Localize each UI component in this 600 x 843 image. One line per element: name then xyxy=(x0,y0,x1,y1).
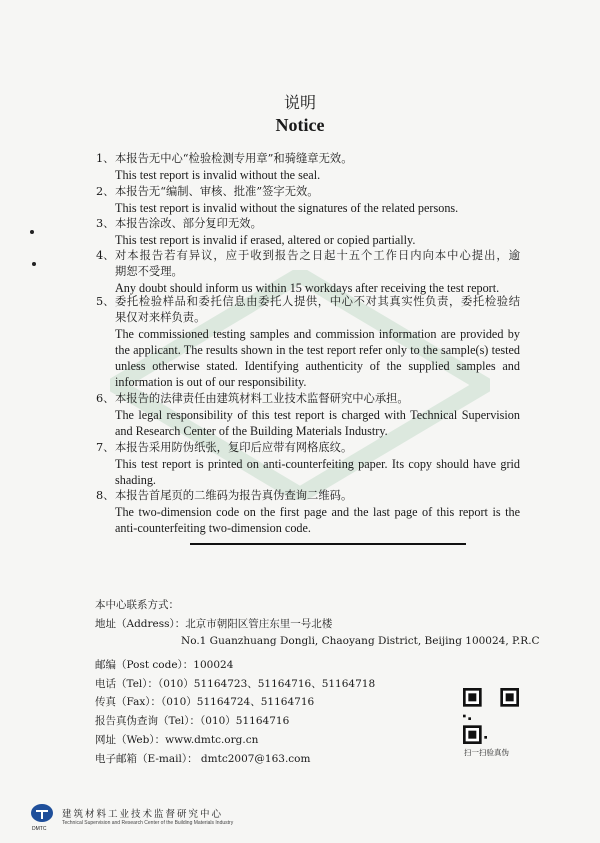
dmtc-logo-icon xyxy=(30,803,54,823)
item-cn-line: 本报告无中心“检验检测专用章”和骑缝章无效。 xyxy=(115,152,353,165)
item-en-line: the applicant. The results shown in the test report refer only to the sample(s) tested xyxy=(115,343,520,357)
contact-post: 邮编（Post code）：100024 xyxy=(95,659,234,671)
item-en-line: The two-dimension code on the first page and the last page of this report is the xyxy=(115,505,520,519)
scan-mark xyxy=(32,262,36,266)
item-number: 2、 xyxy=(96,185,115,198)
item-cn-line: 委托检验样品和委托信息由委托人提供，中心不对其真实性负责，委托检验结 xyxy=(115,295,520,308)
footer-org-cn: 建筑材料工业技术监督研究中心 xyxy=(62,809,224,820)
item-en-line: unless otherwise stated. Identifying authenticity of the supplied samples and xyxy=(115,359,520,373)
item-cn-line: 本报告的法律责任由建筑材料工业技术监督研究中心承担。 xyxy=(115,392,409,405)
item-en-line: The commissioned testing samples and commission information are provided by xyxy=(115,327,520,341)
item-number: 8、 xyxy=(96,489,115,502)
contact-address-en: No.1 Guanzhuang Dongli, Chaoyang District, Beijing 100024, P.R.C xyxy=(181,635,540,647)
item-en-line: This test report is printed on anti-counterfeiting paper. Its copy should have grid xyxy=(115,457,520,471)
contact-email: 电子邮箱（E-mail）： dmtc2007@163.com xyxy=(95,753,311,765)
item-cn-line: 本报告无“编制、审核、批准”签字无效。 xyxy=(115,185,319,198)
contact-tel: 电话（Tel）：（010）51164723、51164716、51164718 xyxy=(95,678,376,690)
contact-address: 地址（Address）：北京市朝阳区管庄东里一号北楼 xyxy=(95,618,333,630)
item-cn-line: 期恕不受理。 xyxy=(115,265,183,278)
item-en-line: anti-counterfeiting two-dimension code. xyxy=(115,521,311,535)
qr-caption: 扫一扫验真伪 xyxy=(464,748,509,757)
item-en-line: The legal responsibility of this test report is charged with Technical Supervision xyxy=(115,408,520,422)
contact-web: 网址（Web）：www.dmtc.org.cn xyxy=(95,734,259,746)
item-cn-line: 对本报告若有异议，应于收到报告之日起十五个工作日内向本中心提出，逾 xyxy=(115,249,520,262)
item-number: 6、 xyxy=(96,392,115,405)
contact-heading: 本中心联系方式： xyxy=(95,599,179,611)
item-cn-line: 本报告首尾页的二维码为报告真伪查询二维码。 xyxy=(115,489,353,502)
footer-org-en: Technical Supervision and Research Center of the Building Materials Industry xyxy=(62,820,234,826)
item-cn-line: 果仅对来样负责。 xyxy=(115,311,206,324)
item-number: 1、 xyxy=(96,152,115,165)
qr-code[interactable] xyxy=(463,688,519,744)
item-number: 7、 xyxy=(96,441,115,454)
item-en-line: This test report is invalid without the signatures of the related persons. xyxy=(115,201,459,215)
contact-fax: 传真（Fax）：（010）51164724、51164716 xyxy=(95,696,315,708)
divider xyxy=(190,543,466,545)
item-cn-line: 本报告涂改、部分复印无效。 xyxy=(115,217,262,230)
item-number: 5、 xyxy=(96,295,115,308)
title-en: Notice xyxy=(275,115,325,135)
scan-mark xyxy=(30,230,34,234)
item-en-line: This test report is invalid if erased, altered or copied partially. xyxy=(115,233,416,247)
item-en-line: shading. xyxy=(115,473,156,487)
item-en-line: information is out of our responsibility. xyxy=(115,375,307,389)
item-en-line: and Research Center of the Building Materials Industry. xyxy=(115,424,388,438)
item-en-line: This test report is invalid without the seal. xyxy=(115,168,321,182)
contact-verify: 报告真伪查询（Tel）：（010）51164716 xyxy=(95,715,290,727)
title-cn: 说明 xyxy=(283,93,316,112)
item-en-line: Any doubt should inform us within 15 workdays after receiving the test report. xyxy=(115,281,500,295)
item-cn-line: 本报告采用防伪纸张，复印后应带有网格底纹。 xyxy=(115,441,353,454)
item-number: 3、 xyxy=(96,217,115,230)
item-number: 4、 xyxy=(96,249,115,262)
logo-text: DMTC xyxy=(32,826,47,832)
